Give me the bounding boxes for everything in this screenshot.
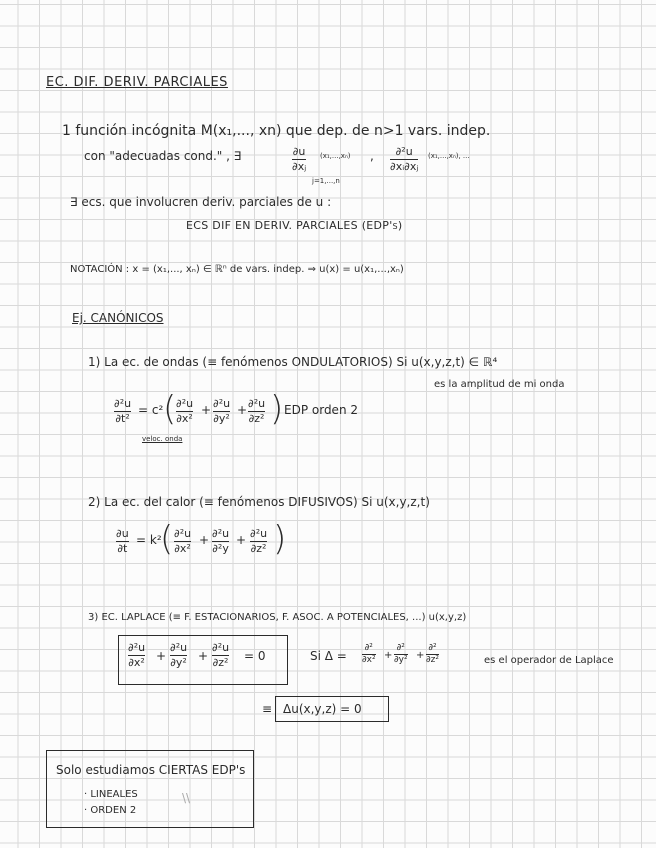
edp-definition: ECS DIF EN DERIV. PARCIALES (EDP's) bbox=[186, 219, 403, 232]
heat-term-y: ∂²u ∂²y bbox=[212, 527, 230, 555]
laplace-op-def: Si Δ = bbox=[310, 649, 347, 663]
laplace-term-z: ∂²u ∂z² bbox=[212, 641, 230, 669]
intro-line-3: ∃ ecs. que involucren deriv. parciales de u : bbox=[70, 195, 332, 209]
heat-eq-title: 2) La ec. del calor (≡ fenómenos DIFUSIVOS) Si u(x,y,z,t) bbox=[88, 495, 430, 509]
first-derivative-args: (x₁,...,xₙ) bbox=[320, 152, 351, 160]
intro-line-1: 1 función incógnita M(x₁,..., xn) que dep. de n>1 vars. indep. bbox=[62, 123, 491, 139]
second-derivative-args: (x₁,...,xₙ), ... bbox=[428, 152, 470, 160]
first-derivative: ∂u ∂xⱼ bbox=[292, 145, 307, 173]
wave-eq-note: es la amplitud de mi onda bbox=[434, 379, 565, 390]
laplace-term-y: ∂²u ∂y² bbox=[170, 641, 188, 669]
second-derivative: ∂²u ∂xᵢ∂xⱼ bbox=[390, 145, 419, 173]
intro-line-2: con "adecuadas cond." , ∃ bbox=[84, 149, 242, 163]
wave-lhs: ∂²u ∂t² bbox=[114, 397, 132, 425]
heat-term-z: ∂²u ∂z² bbox=[250, 527, 268, 555]
summary-title: Solo estudiamos CIERTAS EDP's bbox=[56, 763, 246, 777]
laplace-eq-zero: = 0 bbox=[244, 649, 266, 663]
wave-term-z: ∂²u ∂z² bbox=[248, 397, 266, 425]
heat-lhs: ∂u ∂t bbox=[116, 527, 129, 555]
wave-term-x: ∂²u ∂x² bbox=[176, 397, 194, 425]
wave-speed-label: veloc. onda bbox=[142, 435, 183, 443]
wave-eq-title: 1) La ec. de ondas (≡ fenómenos ONDULATORIOS) Si u(x,y,z,t) ∈ ℝ⁴ bbox=[88, 355, 498, 369]
summary-item: · LINEALES bbox=[84, 789, 138, 800]
laplace-compact: Δu(x,y,z) = 0 bbox=[283, 702, 362, 716]
laplace-op-note: es el operador de Laplace bbox=[484, 655, 614, 666]
laplace-eq-title: 3) EC. LAPLACE (≡ F. ESTACIONARIOS, F. ASOC. A POTENCIALES, ...) u(x,y,z) bbox=[88, 612, 467, 623]
equals-mark: \\ bbox=[182, 791, 191, 805]
summary-box bbox=[46, 750, 254, 828]
laplace-term-x: ∂²u ∂x² bbox=[128, 641, 146, 669]
heat-coef: = k² bbox=[136, 533, 162, 547]
summary-item: · ORDEN 2 bbox=[84, 805, 137, 816]
heat-term-x: ∂²u ∂x² bbox=[174, 527, 192, 555]
wave-term-y: ∂²u ∂y² bbox=[213, 397, 231, 425]
examples-heading: Ej. CANÓNICOS bbox=[72, 311, 164, 325]
index-range: j=1,...,n bbox=[312, 177, 340, 185]
notation-line: NOTACIÓN : x = (x₁,..., xₙ) ∈ ℝⁿ de vars. indep. ⇒ u(x) = u(x₁,...,xₙ) bbox=[70, 264, 404, 275]
wave-order-tag: EDP orden 2 bbox=[284, 403, 358, 417]
wave-coef: = c² bbox=[138, 403, 164, 417]
page-title: EC. DIF. DERIV. PARCIALES bbox=[46, 75, 228, 90]
